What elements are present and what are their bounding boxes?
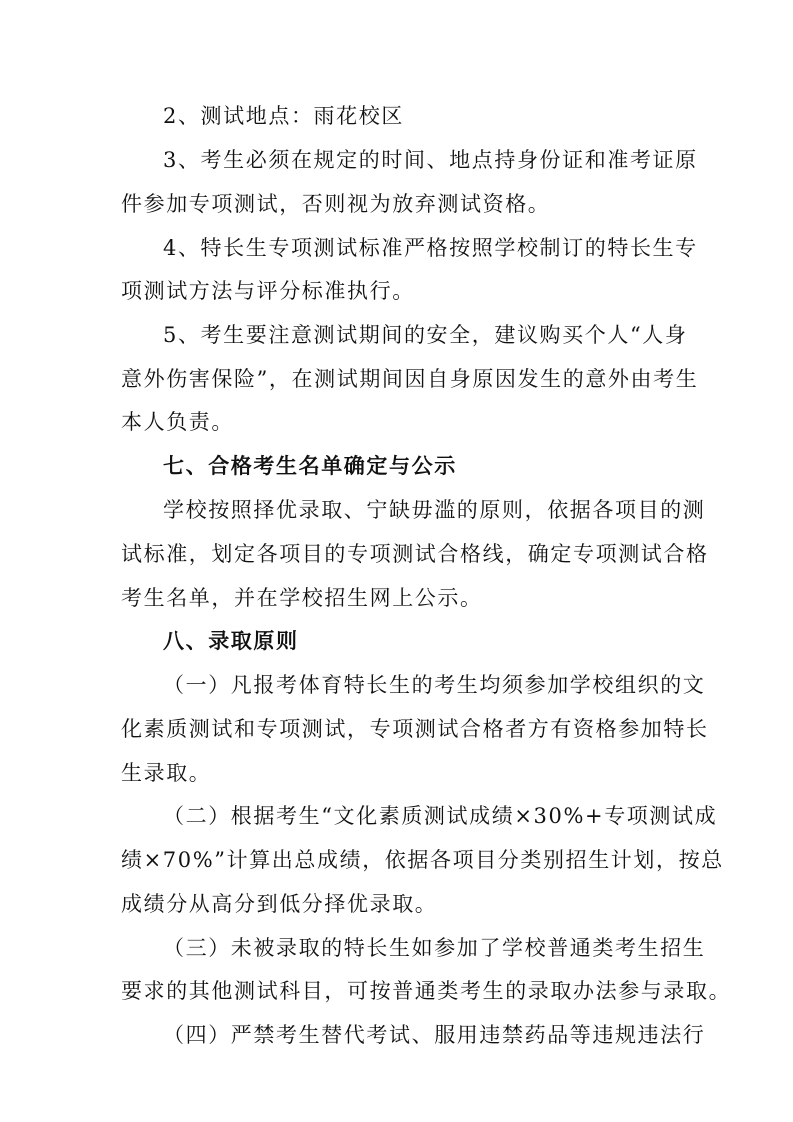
text-line-item4-start: 4、特长生专项测试标准严格按照学校制订的特长生专 [163, 236, 698, 260]
text-line-clause2-start: （二）根据考生“文化素质测试成绩×30%+专项测试成 [163, 804, 718, 828]
text-line-item3-start: 3、考生必须在规定的时间、地点持身份证和准考证原 [163, 148, 698, 172]
section-heading-seven: 七、合格考生名单确定与公示 [163, 453, 457, 478]
text-line-item5-end: 本人负责。 [121, 410, 234, 434]
text-line-item5-start: 5、考生要注意测试期间的安全，建议购买个人“人身 [163, 323, 688, 347]
section-heading-eight: 八、录取原则 [163, 628, 299, 653]
text-line-clause1-end: 生录取。 [121, 761, 212, 785]
text-line-section7-p3: 考生名单，并在学校招生网上公示。 [121, 586, 483, 610]
text-line-clause3-start: （三）未被录取的特长生如参加了学校普通类考生招生 [163, 936, 706, 960]
text-line-clause1-middle: 化素质测试和专项测试，专项测试合格者方有资格参加特长 [121, 717, 709, 741]
text-line-section7-p2: 试标准，划定各项目的专项测试合格线，确定专项测试合格 [121, 542, 709, 566]
text-line-clause1-start: （一）凡报考体育特长生的考生均须参加学校组织的文 [163, 673, 706, 697]
text-line-item4-end: 项测试方法与评分标准执行。 [121, 279, 415, 303]
text-line-clause3-end: 要求的其他测试科目，可按普通类考生的录取办法参与录取。 [121, 979, 732, 1003]
text-line-item3-end: 件参加专项测试，否则视为放弃测试资格。 [121, 192, 551, 216]
text-line-location: 2、测试地点：雨花校区 [163, 104, 404, 128]
text-line-clause2-middle: 绩×70%”计算出总成绩，依据各项目分类别招生计划，按总 [121, 848, 724, 872]
text-line-section7-p1: 学校按照择优录取、宁缺毋滥的原则，依据各项目的测 [163, 498, 706, 522]
text-line-clause4-start: （四）严禁考生替代考试、服用违禁药品等违规违法行 [163, 1023, 706, 1047]
text-line-item5-middle: 意外伤害保险”，在测试期间因自身原因发生的意外由考生 [121, 367, 699, 391]
text-line-clause2-end: 成绩分从高分到低分择优录取。 [121, 892, 438, 916]
